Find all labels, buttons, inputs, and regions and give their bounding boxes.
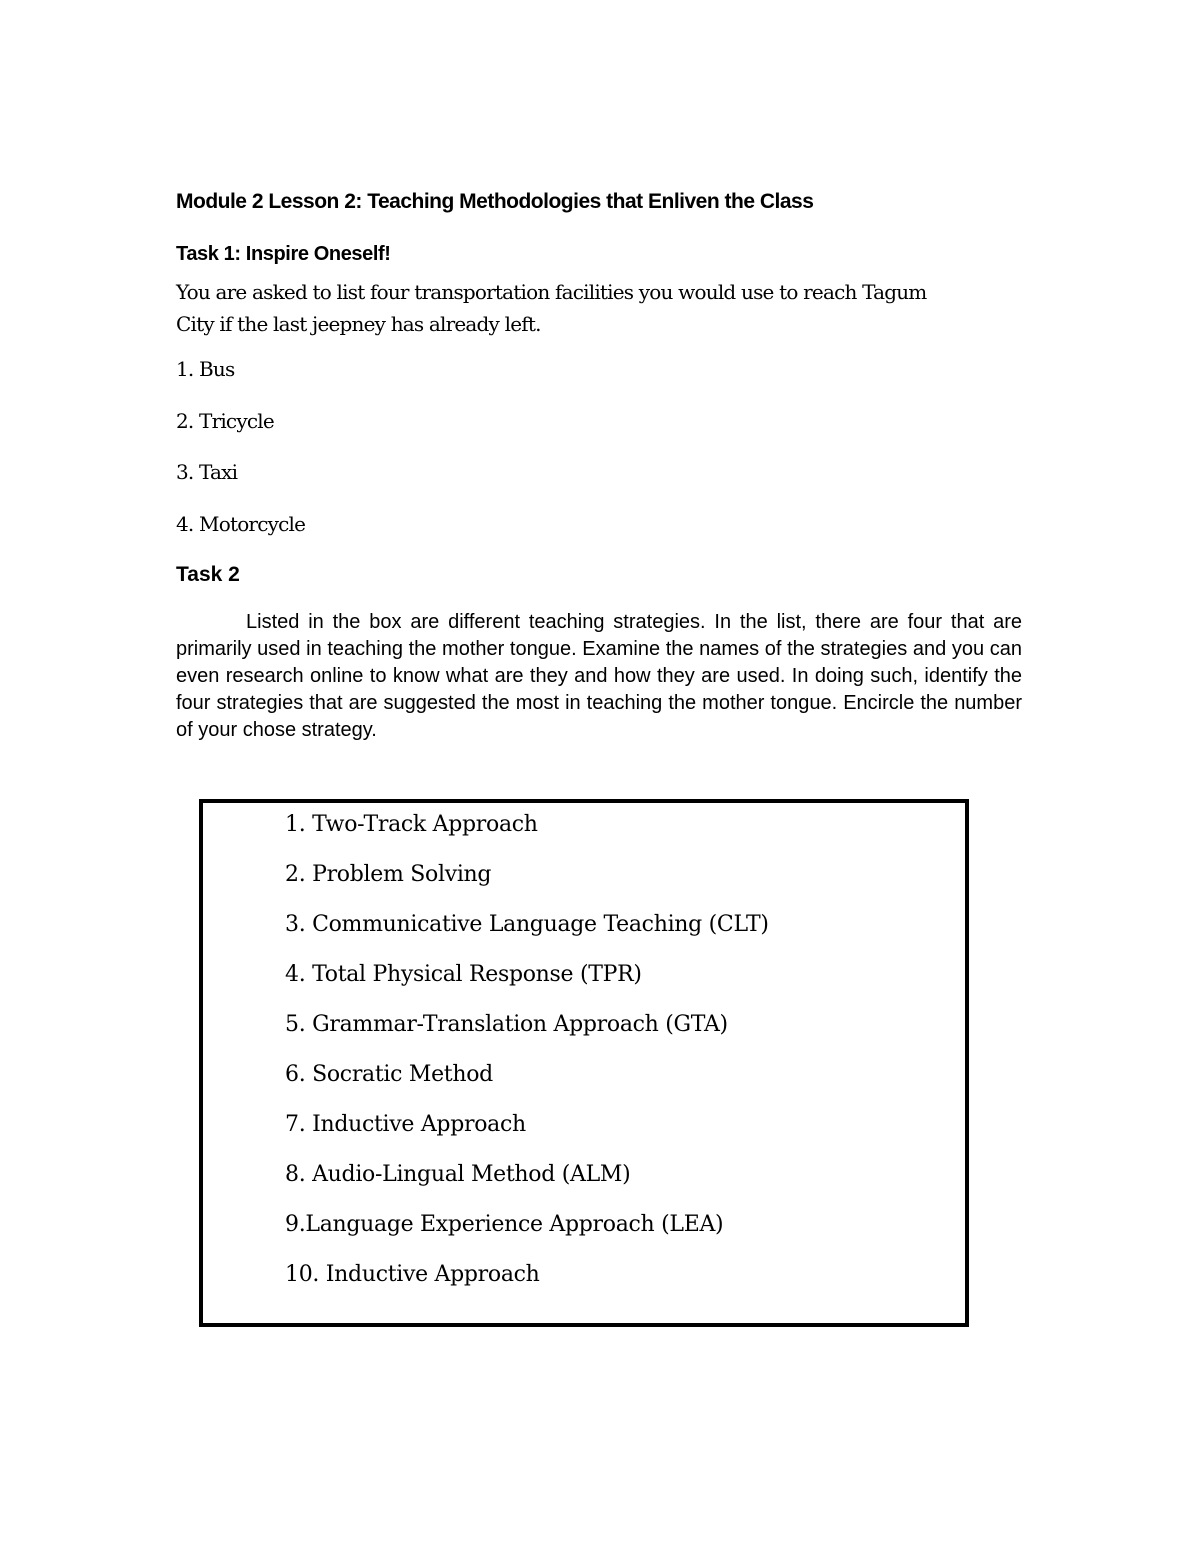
task1-answer-4: 4. Motorcycle xyxy=(176,512,306,536)
strategy-list-box xyxy=(199,799,969,1327)
strategy-item: 6. Socratic Method xyxy=(285,1062,493,1087)
task1-answer-2: 2. Tricycle xyxy=(176,409,274,433)
document-title: Module 2 Lesson 2: Teaching Methodologies that Enliven the Class xyxy=(176,190,814,213)
strategy-item: 10. Inductive Approach xyxy=(285,1262,540,1287)
strategy-item: 2. Problem Solving xyxy=(285,862,492,887)
task1-instructions-line2: City if the last jeepney has already left. xyxy=(176,312,541,336)
strategy-item: 1. Two-Track Approach xyxy=(285,812,538,837)
strategy-item: 4. Total Physical Response (TPR) xyxy=(285,962,642,987)
strategy-item: 3. Communicative Language Teaching (CLT) xyxy=(285,912,769,937)
task2-heading: Task 2 xyxy=(176,563,240,586)
strategy-item: 5. Grammar-Translation Approach (GTA) xyxy=(285,1012,728,1037)
task1-heading: Task 1: Inspire Oneself! xyxy=(176,243,391,265)
strategy-item: 9.Language Experience Approach (LEA) xyxy=(285,1212,724,1237)
task1-answer-3: 3. Taxi xyxy=(176,460,238,484)
task1-instructions-line1: You are asked to list four transportation facilities you would use to reach Tagum xyxy=(176,280,927,304)
strategy-item: 7. Inductive Approach xyxy=(285,1112,526,1137)
strategy-item: 8. Audio-Lingual Method (ALM) xyxy=(285,1162,631,1187)
task1-instructions xyxy=(176,276,1006,340)
task2-paragraph: Listed in the box are different teaching strategies. In the list, there are four that are primarily used in teaching the mother tongue. Examine the names of the strategies and you can even research online to know what are they and how they are used. In doing such, identify the four strategies that are suggested the most in teaching the mother tongue. Encircle the number of your chose strategy. xyxy=(176,611,1022,741)
task1-answer-1: 1. Bus xyxy=(176,357,235,381)
